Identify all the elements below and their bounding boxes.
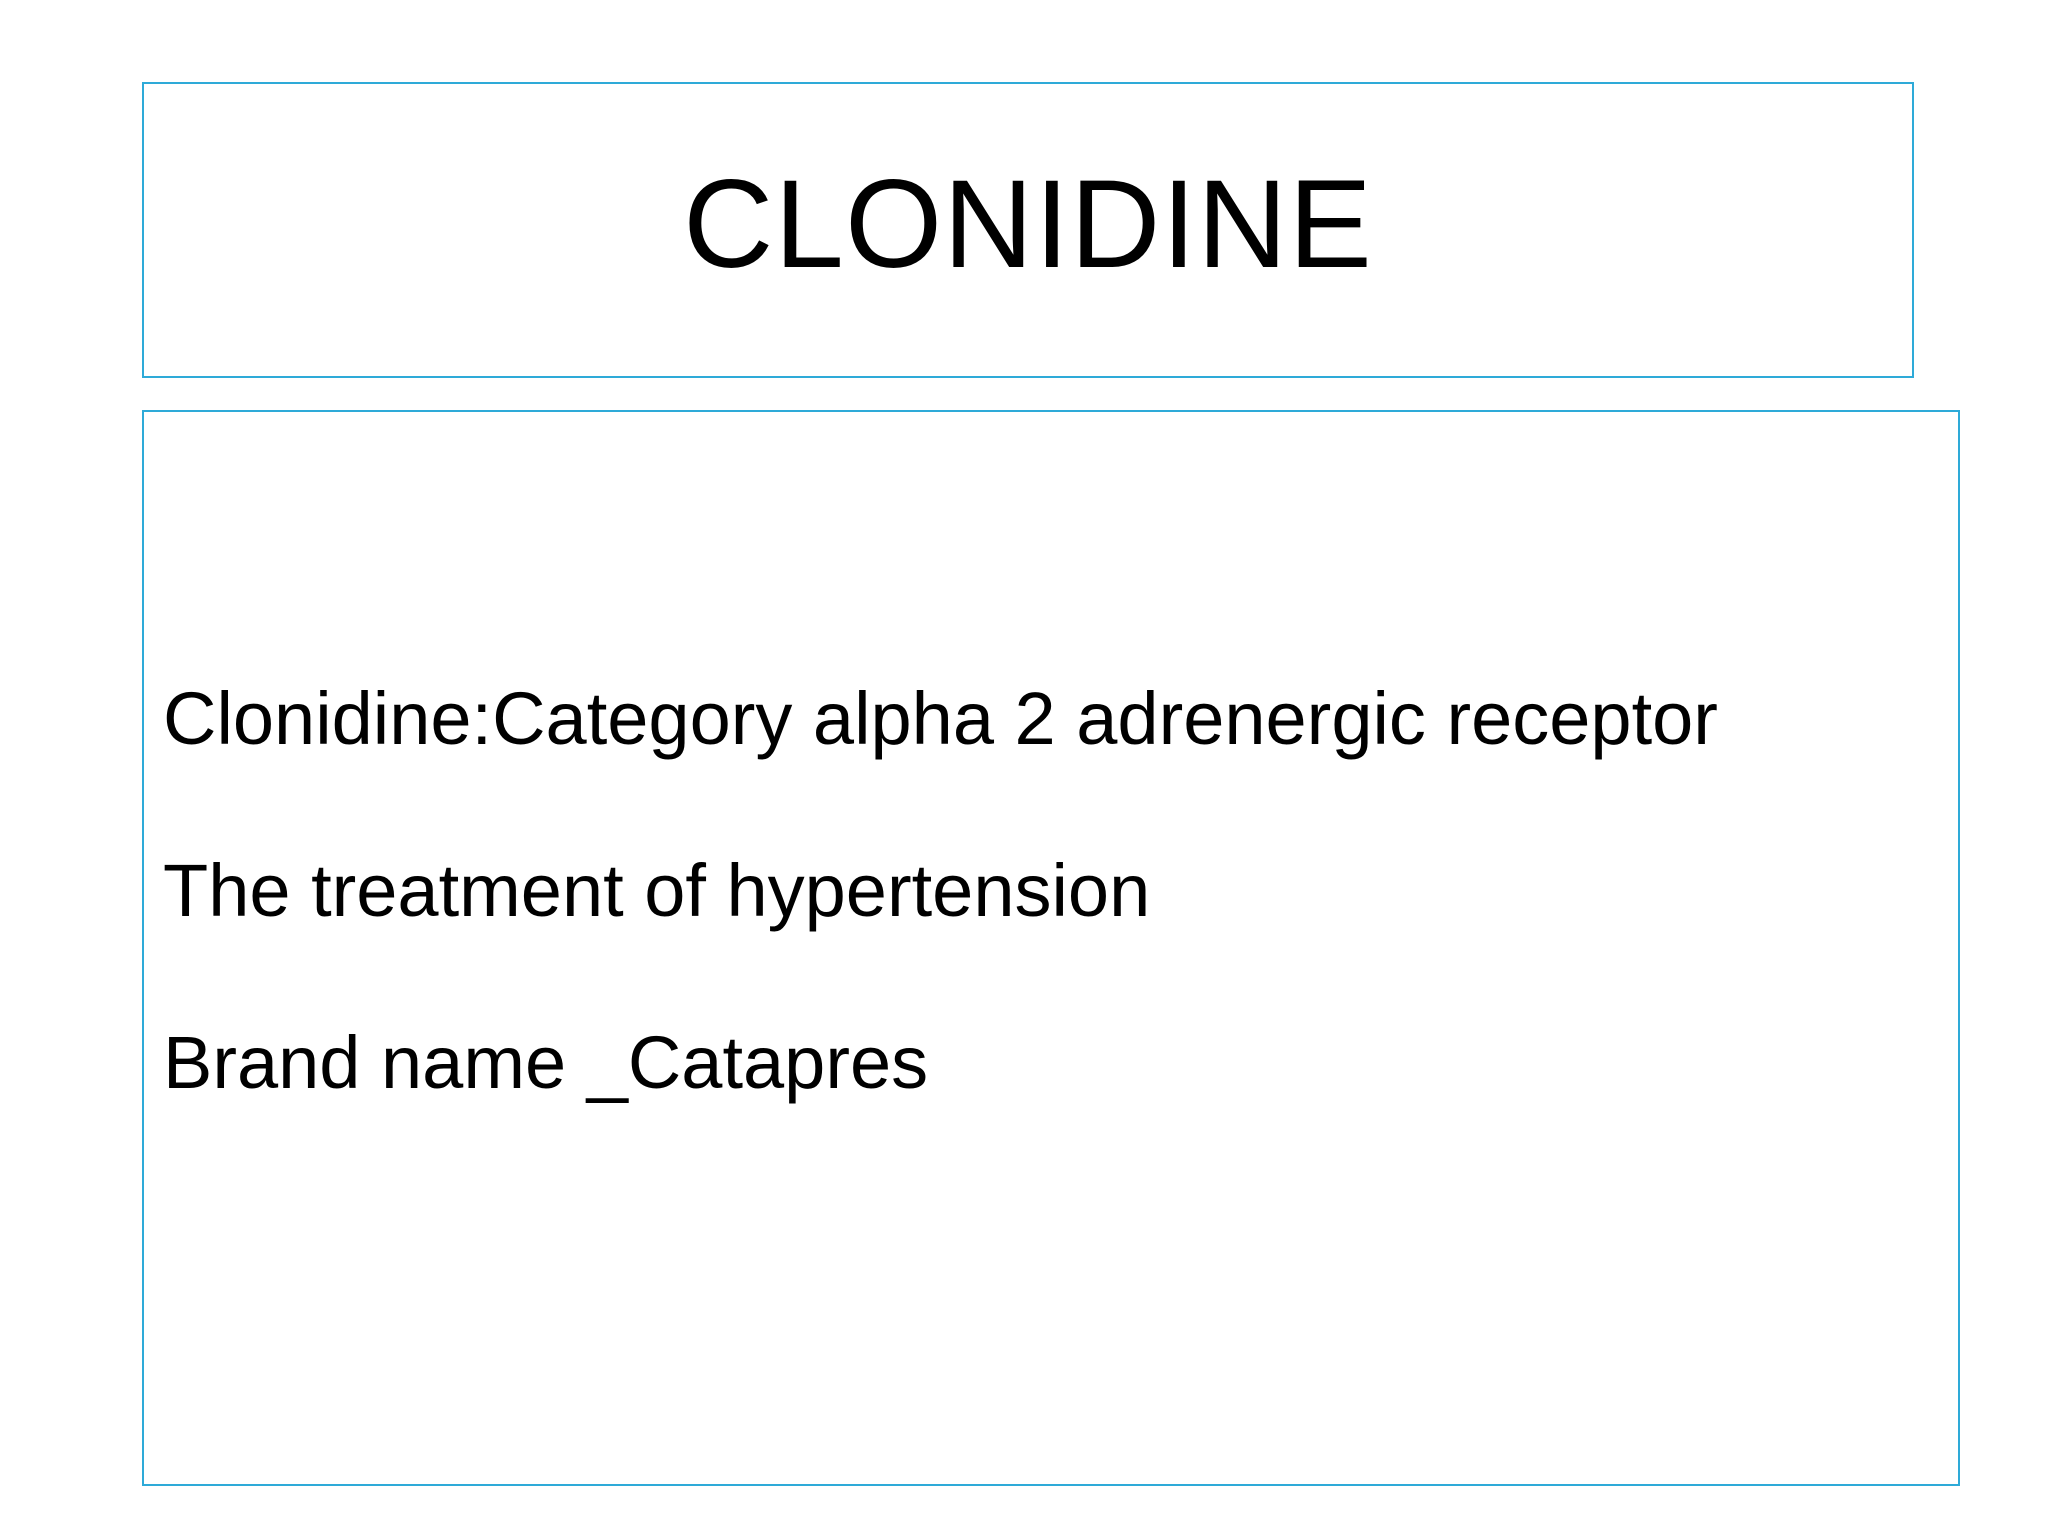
body-line-brand: Brand name _Catapres — [163, 1021, 929, 1104]
slide-title: CLONIDINE — [683, 154, 1373, 294]
body-line-use: The treatment of hypertension — [163, 849, 1151, 932]
content-placeholder — [142, 410, 1960, 1486]
body-text-list — [163, 677, 1718, 1198]
title-placeholder — [142, 82, 1914, 378]
body-line-category: Clonidine:Category alpha 2 adrenergic receptor — [163, 677, 1718, 760]
